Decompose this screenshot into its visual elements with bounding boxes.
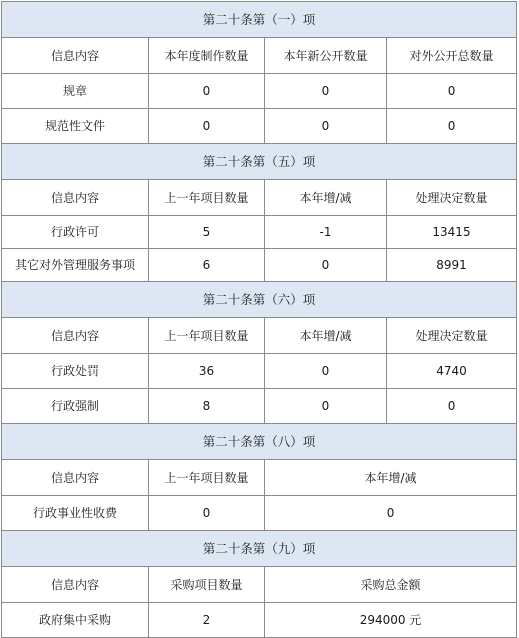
column-header: 信息内容 (2, 318, 149, 354)
section-title: 第二十条第（五）项 (2, 144, 517, 180)
column-header: 本年增/减 (265, 180, 387, 216)
column-header: 采购总金额 (265, 567, 517, 603)
table-cell: 5 (149, 216, 265, 249)
table-cell: 0 (265, 496, 517, 531)
table-cell: 0 (265, 249, 387, 282)
column-header: 本年增/减 (265, 460, 517, 496)
table-cell: 6 (149, 249, 265, 282)
table-cell: 0 (387, 389, 517, 424)
table-cell: 0 (149, 109, 265, 144)
table-row (2, 389, 517, 424)
column-header: 采购项目数量 (149, 567, 265, 603)
table-cell: 其它对外管理服务事项 (2, 249, 149, 282)
section-title: 第二十条第（一）项 (2, 2, 517, 38)
column-header: 上一年项目数量 (149, 180, 265, 216)
table-cell: 36 (149, 354, 265, 389)
table-cell: 2 (149, 603, 265, 638)
table-row (2, 109, 517, 144)
table-cell: 政府集中采购 (2, 603, 149, 638)
table-cell: 8991 (387, 249, 517, 282)
table-cell: 0 (387, 74, 517, 109)
section-title: 第二十条第（八）项 (2, 424, 517, 460)
table-cell: 13415 (387, 216, 517, 249)
column-header: 上一年项目数量 (149, 318, 265, 354)
table-cell: -1 (265, 216, 387, 249)
section-title: 第二十条第（六）项 (2, 282, 517, 318)
column-header: 信息内容 (2, 180, 149, 216)
column-header: 对外公开总数量 (387, 38, 517, 74)
disclosure-table (1, 1, 517, 638)
column-header: 本年度制作数量 (149, 38, 265, 74)
table-cell: 0 (387, 109, 517, 144)
column-header: 信息内容 (2, 38, 149, 74)
column-header: 上一年项目数量 (149, 460, 265, 496)
column-header: 信息内容 (2, 460, 149, 496)
table-cell: 行政事业性收费 (2, 496, 149, 531)
table-cell: 行政处罚 (2, 354, 149, 389)
table-cell: 规范性文件 (2, 109, 149, 144)
column-header: 信息内容 (2, 567, 149, 603)
column-header: 处理决定数量 (387, 180, 517, 216)
table-row (2, 249, 517, 282)
table-cell: 294000 元 (265, 603, 517, 638)
table-cell: 行政强制 (2, 389, 149, 424)
table-cell: 4740 (387, 354, 517, 389)
table-cell: 行政许可 (2, 216, 149, 249)
table-cell: 0 (265, 354, 387, 389)
table-row (2, 216, 517, 249)
table-row (2, 354, 517, 389)
table-row (2, 496, 517, 531)
table-cell: 0 (149, 74, 265, 109)
column-header: 本年新公开数量 (265, 38, 387, 74)
section-title: 第二十条第（九）项 (2, 531, 517, 567)
table-cell: 0 (265, 109, 387, 144)
table-cell: 0 (149, 496, 265, 531)
table-cell: 规章 (2, 74, 149, 109)
table-cell: 8 (149, 389, 265, 424)
table-row (2, 74, 517, 109)
table-cell: 0 (265, 74, 387, 109)
table-row (2, 603, 517, 638)
table-cell: 0 (265, 389, 387, 424)
column-header: 处理决定数量 (387, 318, 517, 354)
column-header: 本年增/减 (265, 318, 387, 354)
